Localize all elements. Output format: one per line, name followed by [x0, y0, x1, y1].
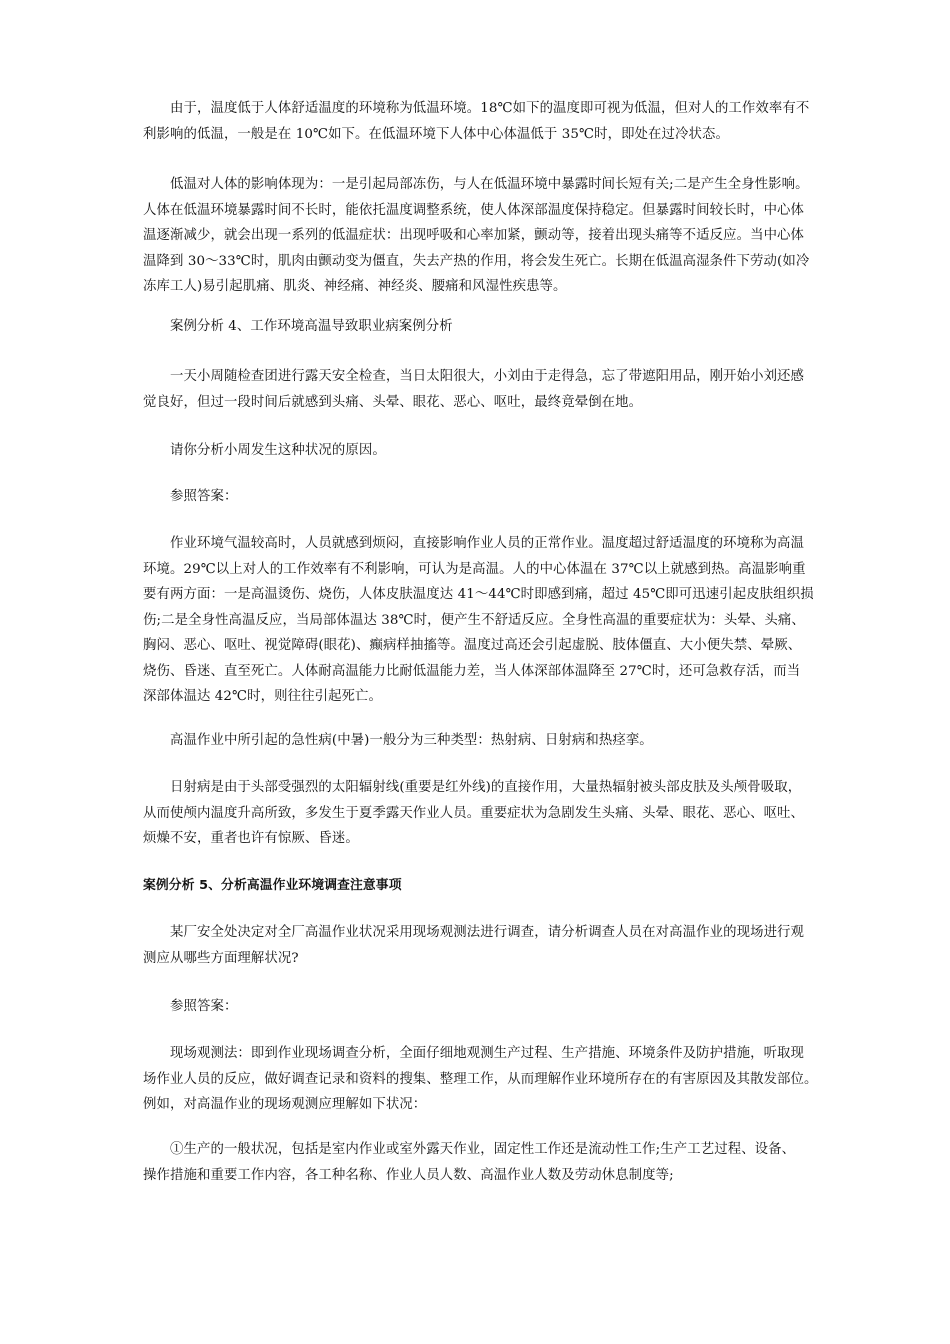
- text-line: 某厂安全处决定对全厂高温作业状况采用现场观测法进行调查，请分析调查人员在对高温作业的现场进行观: [143, 925, 805, 940]
- text-line: 高温作业中所引起的急性病(中暑)一般分为三种类型：热射病、日射病和热痉挛。: [143, 733, 653, 748]
- text-line: 请你分析小周发生这种状况的原因。: [143, 443, 386, 458]
- case-4-title: [143, 314, 859, 340]
- text-line: 温降到 30～33℃时，肌肉由颤动变为僵直，失去产热的作用，将会发生死亡。长期在低温高湿条件下劳动(如冷: [143, 253, 810, 269]
- paragraph-case-4-question: [143, 438, 859, 464]
- case-5-title: [143, 873, 859, 899]
- text-line: 烦燥不安，重者也许有惊厥、昏迷。: [143, 831, 359, 846]
- text-line: ①生产的一般状况，包括是室内作业或室外露天作业，固定性工作还是流动性工作;生产工艺过程、设备、: [143, 1142, 796, 1157]
- text-line: 现场观测法：即到作业现场调查分析，全面仔细地观测生产过程、生产措施、环境条件及防护措施，听取现: [143, 1046, 805, 1061]
- text-line: 冻库工人)易引起肌痛、肌炎、神经痛、神经炎、腰痛和风湿性疾患等。: [143, 279, 567, 294]
- text-line: 案例分析 4、工作环境高温导致职业病案例分析: [143, 319, 453, 334]
- text-line: 要有两方面：一是高温烫伤、烧伤，人体皮肤温度达 41～44℃时即感到痛，超过 45℃即可迅速引起皮肤组织损: [143, 587, 814, 602]
- text-line: 操作措施和重要工作内容，各工种名称、作业人员人数、高温作业人数及劳动休息制度等;: [143, 1167, 674, 1183]
- text-line: 案例分析 5、分析高温作业环境调查注意事项: [143, 878, 402, 893]
- text-line: 由于，温度低于人体舒适温度的环境称为低温环境。18℃如下的温度即可视为低温，但对人的工作效率有不: [143, 101, 810, 116]
- paragraph-reference-answer-label: [143, 484, 859, 510]
- text-line: 作业环境气温较高时，人员就感到烦闷，直接影响作业人员的正常作业。温度超过舒适温度的环境称为高温: [143, 536, 805, 551]
- paragraph-case-5-scenario: [143, 920, 859, 971]
- text-line: 人体在低温环境暴露时间不长时，能依托温度调整系统，使人体深部温度保持稳定。但暴露时间较长时，中心体: [143, 202, 805, 218]
- text-line: 一天小周随检查团进行露天安全检查，当日太阳很大，小刘由于走得急，忘了带遮阳用品，刚开始小刘还感: [143, 369, 805, 384]
- text-line: 烧伤、昏迷、直至死亡。人体耐高温能力比耐低温能力差，当人体深部体温降至 27℃时，还可急救存活，而当: [143, 663, 801, 679]
- text-line: 伤;二是全身性高温反应，当局部体温达 38℃时，便产生不舒适反应。全身性高温的重要症状为：头晕、头痛、: [143, 612, 805, 628]
- paragraph-field-observation: [143, 1041, 859, 1118]
- text-line: 温逐渐减少，就会出现一系列的低温症状：出现呼吸和心率加紧，颤动等，接着出现头痛等不适反应。当中心体: [143, 228, 805, 243]
- paragraph-high-temp-effects: [143, 531, 859, 710]
- paragraph-item-1: [143, 1137, 859, 1188]
- text-line: 从而使颅内温度升高所致，多发生于夏季露天作业人员。重要症状为急剧发生头痛、头晕、眼花、恶心、呕吐、: [143, 805, 805, 821]
- paragraph-case-4-scenario: [143, 364, 859, 415]
- text-line: 低温对人体的影响体现为：一是引起局部冻伤，与人在低温环境中暴露时间长短有关;二是产生全身性影响。: [143, 177, 809, 192]
- text-line: 胸闷、恶心、呕吐、视觉障碍(眼花)、癫病样抽搐等。温度过高还会引起虚脱、肢体僵直、大小便失禁、晕厥、: [143, 638, 802, 653]
- text-line: 参照答案：: [143, 489, 238, 504]
- text-line: 例如，对高温作业的现场观测应理解如下状况：: [143, 1097, 427, 1112]
- paragraph-heat-stroke-types: [143, 728, 859, 754]
- text-line: 日射病是由于头部受强烈的太阳辐射线(重要是红外线)的直接作用，大量热辐射被头部皮肤及头颅骨吸取，: [143, 780, 802, 795]
- paragraph-sunstroke: [143, 775, 859, 852]
- text-line: 环境。29℃以上对人的工作效率有不利影响，可认为是高温。人的中心体温在 37℃以上就感到热。高温影响重: [143, 561, 806, 577]
- text-line: 参照答案：: [143, 999, 238, 1014]
- paragraph-reference-answer-label-2: [143, 994, 859, 1020]
- paragraph-low-temp-effects: [143, 172, 859, 300]
- paragraph-low-temp-definition: [143, 96, 859, 147]
- text-line: 利影响的低温，一般是在 10℃如下。在低温环境下人体中心体温低于 35℃时，即处在过冷状态。: [143, 126, 729, 142]
- text-line: 深部体温达 42℃时，则往往引起死亡。: [143, 689, 383, 704]
- text-line: 测应从哪些方面理解状况?: [143, 950, 299, 966]
- text-line: 觉良好，但过一段时间后就感到头痛、头晕、眼花、恶心、呕吐，最终竟晕倒在地。: [143, 394, 643, 410]
- text-line: 场作业人员的反应，做好调查记录和资料的搜集、整理工作，从而理解作业环境所存在的有害原因及其散发部位。: [143, 1071, 818, 1087]
